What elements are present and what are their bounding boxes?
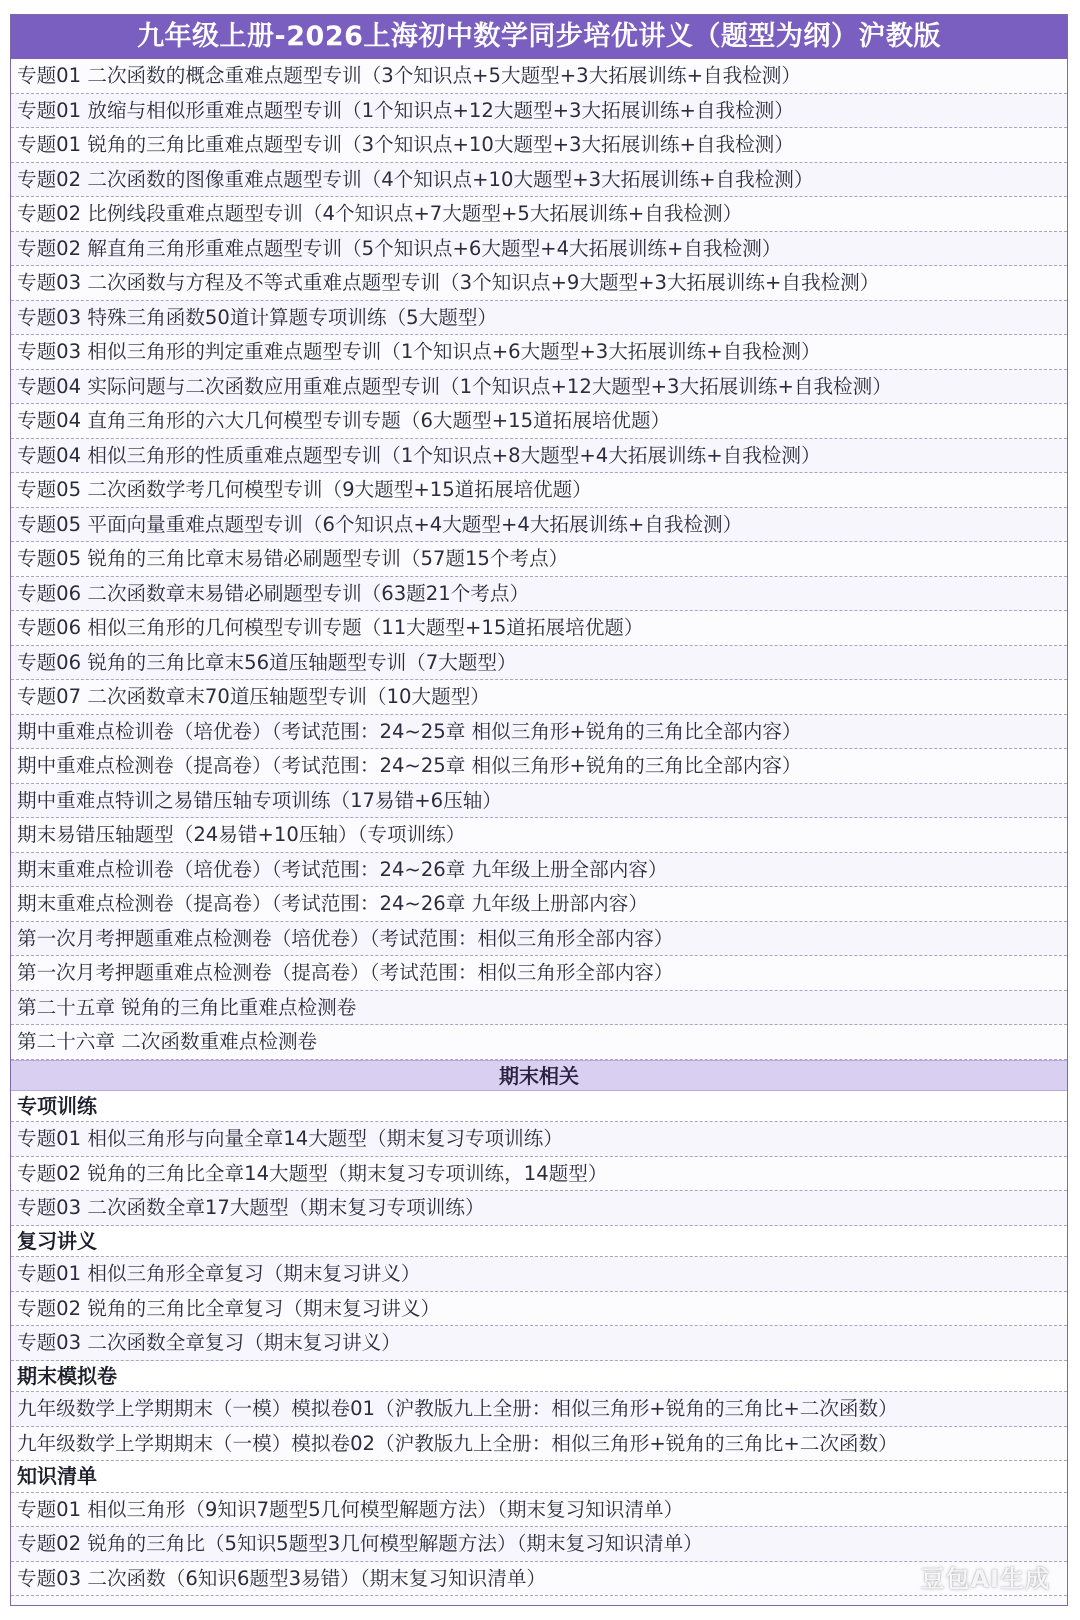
category-heading: 期末模拟卷 [11, 1361, 1067, 1393]
list-item: 期末重难点检训卷（培优卷）（考试范围：24~26章 九年级上册全部内容） [11, 853, 1067, 888]
watermark-logo: 豆包AI生成 [920, 1565, 1050, 1593]
section-heading-final: 期末相关 [11, 1060, 1067, 1091]
list-item: 专题01 相似三角形全章复习（期末复习讲义） [11, 1257, 1067, 1292]
list-item: 期末重难点检测卷（提高卷）（考试范围：24~26章 九年级上册部内容） [11, 887, 1067, 922]
list-item: 专题01 放缩与相似形重难点题型专训（1个知识点+12大题型+3大拓展训练+自我检测） [11, 94, 1067, 129]
list-item: 专题07 二次函数章末70道压轴题型专训（10大题型） [11, 680, 1067, 715]
list-item: 专题04 直角三角形的六大几何模型专训专题（6大题型+15道拓展培优题） [11, 404, 1067, 439]
list-item: 专题05 锐角的三角比章末易错必刷题型专训（57题15个考点） [11, 542, 1067, 577]
list-item: 专题01 相似三角形（9知识7题型5几何模型解题方法）（期末复习知识清单） [11, 1493, 1067, 1528]
list-item: 专题02 解直角三角形重难点题型专训（5个知识点+6大题型+4大拓展训练+自我检测） [11, 232, 1067, 267]
list-item: 专题03 相似三角形的判定重难点题型专训（1个知识点+6大题型+3大拓展训练+自我检测） [11, 335, 1067, 370]
list-item: 专题06 相似三角形的几何模型专训专题（11大题型+15道拓展培优题） [11, 611, 1067, 646]
category-heading: 知识清单 [11, 1461, 1067, 1493]
list-item: 专题02 锐角的三角比（5知识5题型3几何模型解题方法）（期末复习知识清单） [11, 1527, 1067, 1562]
list-item: 专题05 二次函数学考几何模型专训（9大题型+15道拓展培优题） [11, 473, 1067, 508]
list-item: 期中重难点特训之易错压轴专项训练（17易错+6压轴） [11, 784, 1067, 819]
document-sheet [10, 14, 1068, 1606]
list-item: 专题06 锐角的三角比章末56道压轴题型专训（7大题型） [11, 646, 1067, 681]
list-item: 期末易错压轴题型（24易错+10压轴）（专项训练） [11, 818, 1067, 853]
list-item: 专题02 锐角的三角比全章复习（期末复习讲义） [11, 1292, 1067, 1327]
list-item: 专题03 二次函数全章17大题型（期末复习专项训练） [11, 1191, 1067, 1226]
list-item: 专题03 二次函数与方程及不等式重难点题型专训（3个知识点+9大题型+3大拓展训练+自我检测） [11, 266, 1067, 301]
list-item: 专题01 锐角的三角比重难点题型专训（3个知识点+10大题型+3大拓展训练+自我检测） [11, 128, 1067, 163]
document-title: 九年级上册-2026上海初中数学同步培优讲义（题型为纲）沪教版 [11, 15, 1067, 59]
list-item: 期中重难点检测卷（提高卷）（考试范围：24~25章 相似三角形+锐角的三角比全部内容） [11, 749, 1067, 784]
list-item: 专题02 比例线段重难点题型专训（4个知识点+7大题型+5大拓展训练+自我检测） [11, 197, 1067, 232]
list-item: 专题02 二次函数的图像重难点题型专训（4个知识点+10大题型+3大拓展训练+自我检测） [11, 163, 1067, 198]
list-item: 第一次月考押题重难点检测卷（提高卷）（考试范围：相似三角形全部内容） [11, 956, 1067, 991]
list-item: 专题03 特殊三角函数50道计算题专项训练（5大题型） [11, 301, 1067, 336]
list-item: 九年级数学上学期期末（一模）模拟卷02（沪教版九上全册：相似三角形+锐角的三角比+二次函数） [11, 1427, 1067, 1462]
final-list [11, 1091, 1067, 1597]
list-item: 专题01 相似三角形与向量全章14大题型（期末复习专项训练） [11, 1122, 1067, 1157]
category-heading: 专项训练 [11, 1091, 1067, 1123]
list-item: 专题04 相似三角形的性质重难点题型专训（1个知识点+8大题型+4大拓展训练+自我检测） [11, 439, 1067, 474]
list-item: 专题05 平面向量重难点题型专训（6个知识点+4大题型+4大拓展训练+自我检测） [11, 508, 1067, 543]
list-item: 第一次月考押题重难点检测卷（培优卷）（考试范围：相似三角形全部内容） [11, 922, 1067, 957]
list-item: 专题04 实际问题与二次函数应用重难点题型专训（1个知识点+12大题型+3大拓展训练+自我检测） [11, 370, 1067, 405]
list-item: 专题06 二次函数章末易错必刷题型专训（63题21个考点） [11, 577, 1067, 612]
list-item: 九年级数学上学期期末（一模）模拟卷01（沪教版九上全册：相似三角形+锐角的三角比+二次函数） [11, 1392, 1067, 1427]
list-item: 专题03 二次函数全章复习（期末复习讲义） [11, 1326, 1067, 1361]
list-item: 专题01 二次函数的概念重难点题型专训（3个知识点+5大题型+3大拓展训练+自我检测） [11, 59, 1067, 94]
list-item: 第二十六章 二次函数重难点检测卷 [11, 1025, 1067, 1060]
main-list [11, 59, 1067, 1060]
list-item: 专题03 二次函数（6知识6题型3易错）（期末复习知识清单） [11, 1562, 1067, 1597]
list-item: 专题02 锐角的三角比全章14大题型（期末复习专项训练，14题型） [11, 1157, 1067, 1192]
list-item: 期中重难点检训卷（培优卷）（考试范围：24~25章 相似三角形+锐角的三角比全部内容） [11, 715, 1067, 750]
list-item: 第二十五章 锐角的三角比重难点检测卷 [11, 991, 1067, 1026]
category-heading: 复习讲义 [11, 1226, 1067, 1258]
